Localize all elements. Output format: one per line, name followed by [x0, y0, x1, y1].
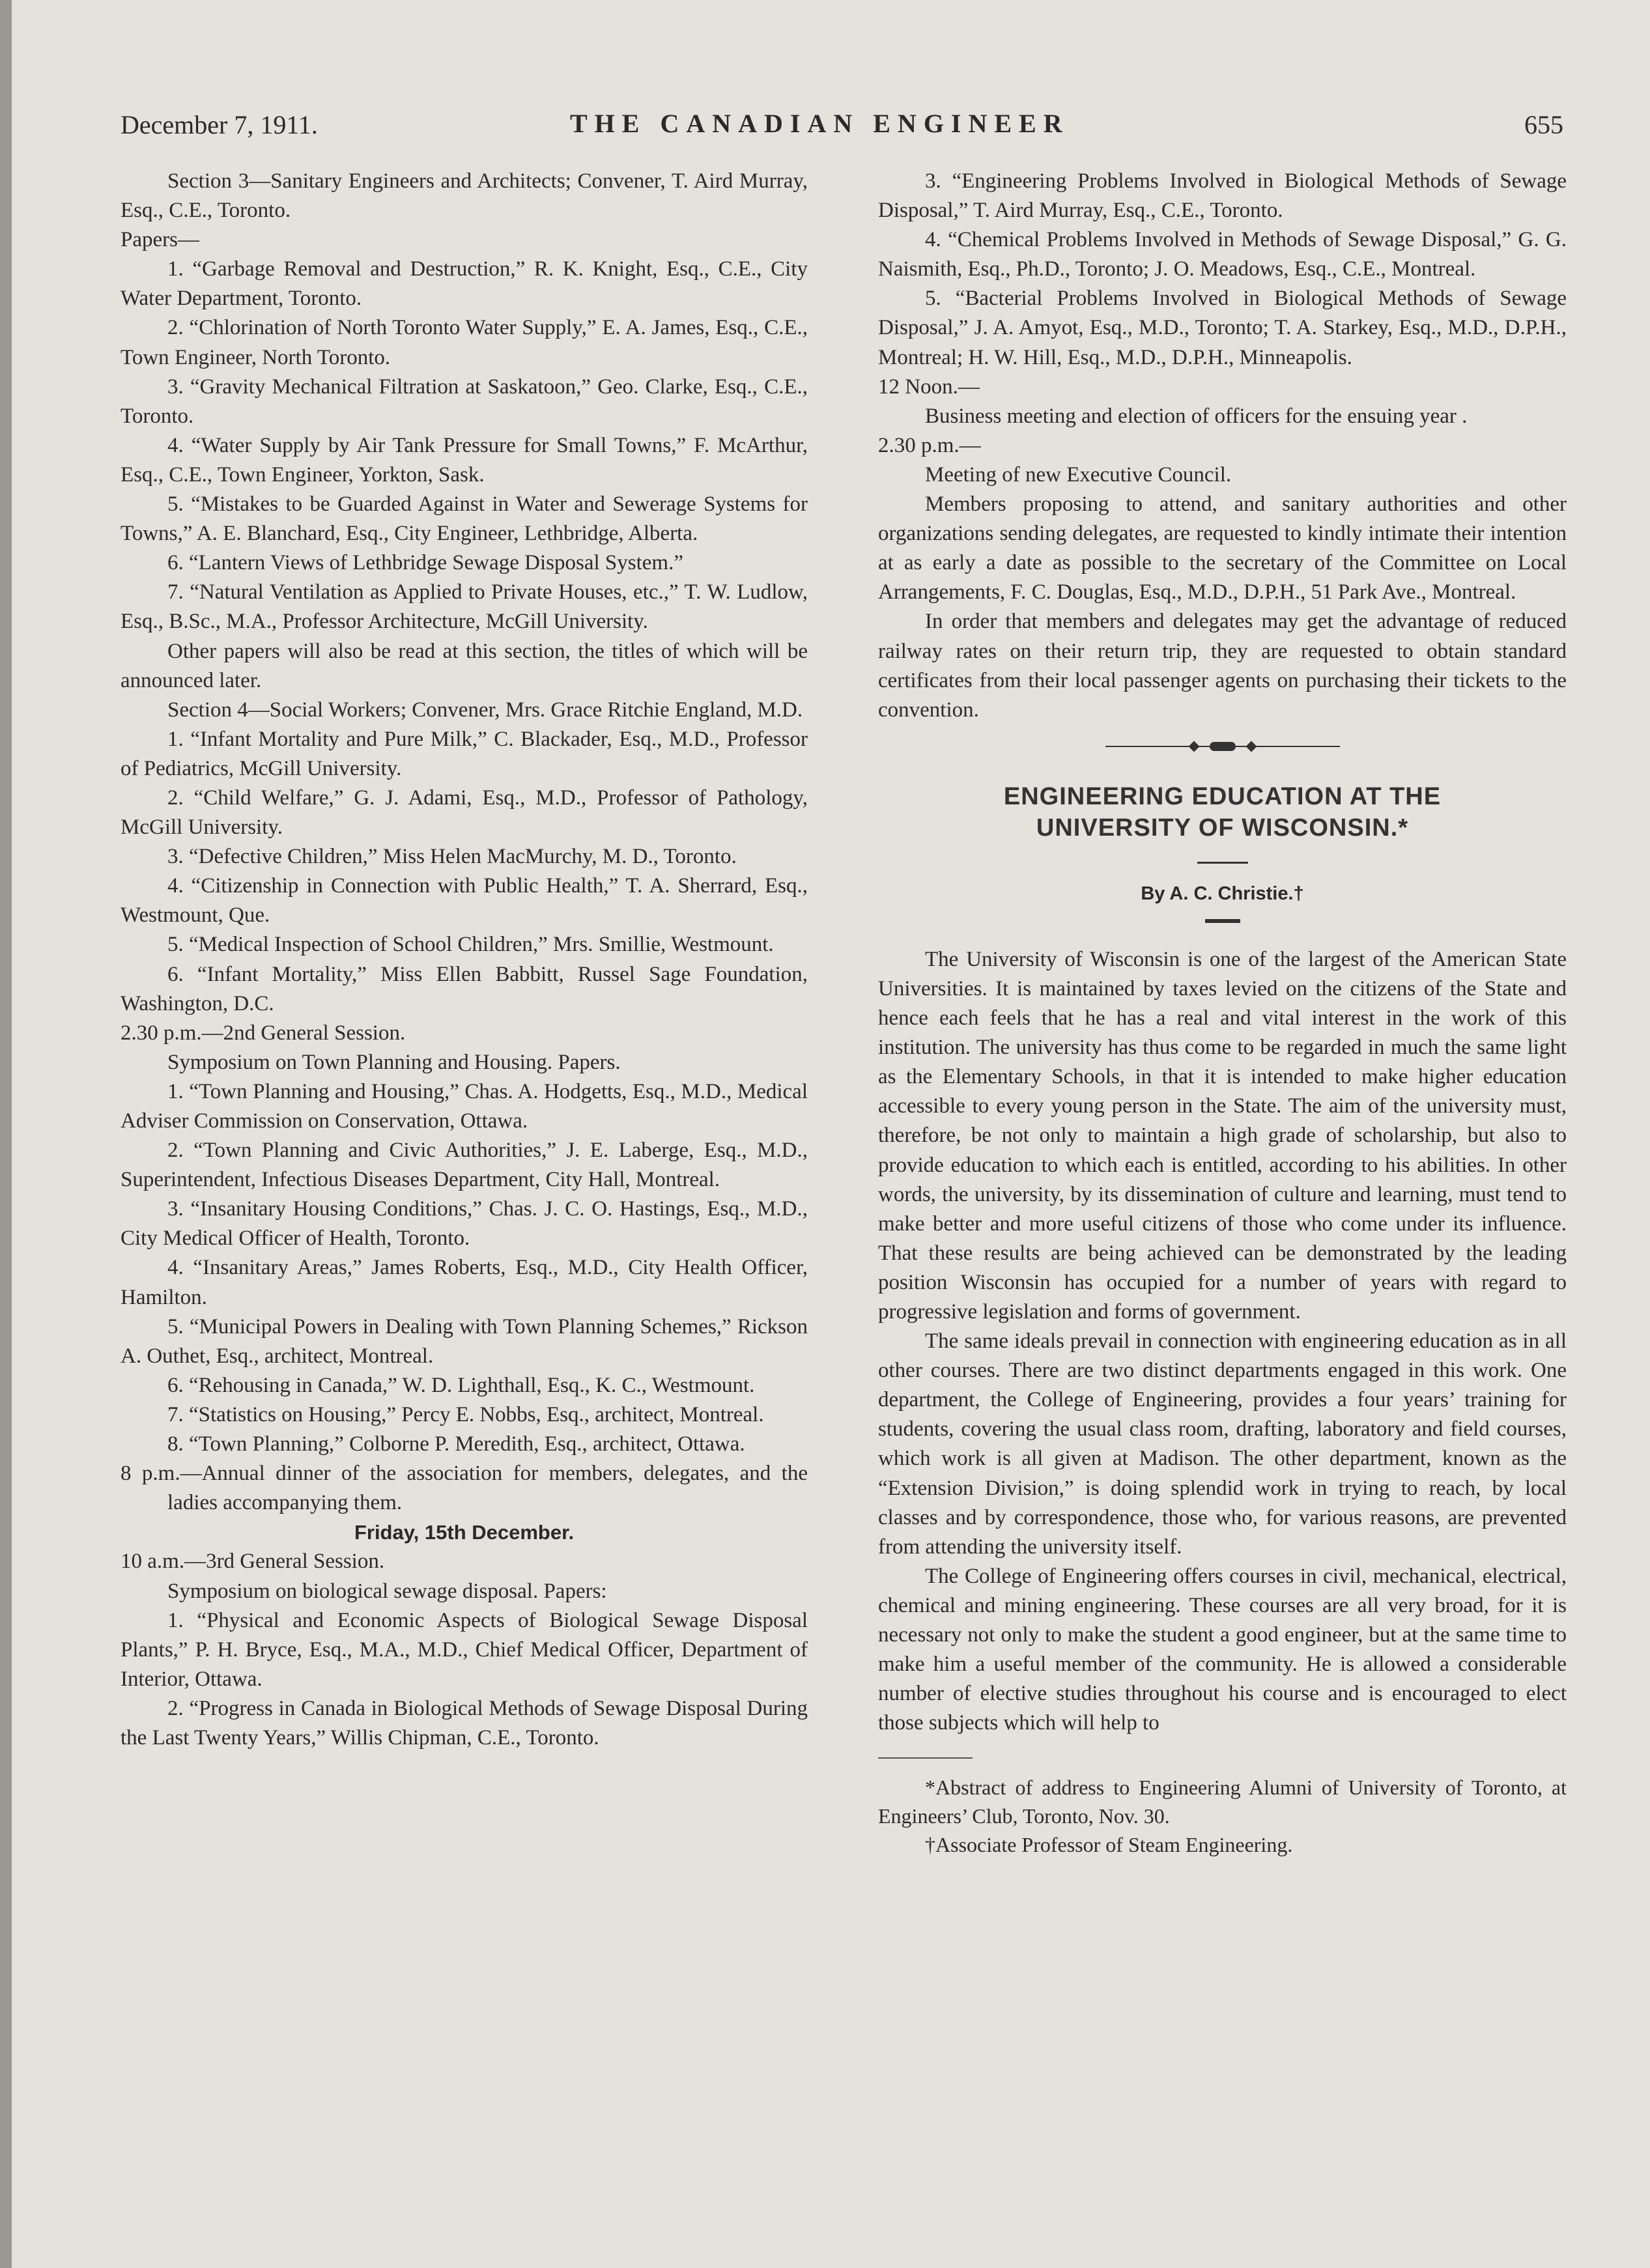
programme-entry: 3. “Defective Children,” Miss Helen MacMurchy, M. D., Toronto. [167, 845, 737, 869]
programme-entry: 3. “Insanitary Housing Conditions,” Chas. J. C. O. Hastings, Esq., M.D., City Medical Officer of Health, Toronto. [121, 1197, 808, 1251]
programme-entry: 5. “Municipal Powers in Dealing with Town Planning Schemes,” Rickson A. Outhet, Esq., architect, Montreal. [121, 1314, 808, 1368]
programme-entry: 1. “Town Planning and Housing,” Chas. A. Hodgetts, Esq., M.D., Medical Adviser Commission on Conservation, Ottawa. [121, 1079, 808, 1133]
programme-entry: Papers— [121, 228, 199, 252]
programme-entry: 2. “Child Welfare,” G. J. Adami, Esq., M.D., Professor of Pathology, McGill University. [121, 786, 808, 840]
article-paragraph: The same ideals prevail in connection with engineering education as in all other courses. There are two distinct departments engaged in this work. One department, the College of Engineering, provides a four years’ training for students, covering the usual class room, drafting, laboratory and field courses, which work is all given at Madison. The other department, known as the “Extension Division,” is doing splendid work in trying to reach, by local classes and by correspondence, those who, for various reasons, are prevented from attending the university itself. [878, 1329, 1567, 1559]
programme-entry: 5. “Mistakes to be Guarded Against in Water and Sewerage Systems for Towns,” A. E. Blanchard, Esq., City Engineer, Lethbridge, Alberta. [121, 492, 808, 546]
programme-entry: Symposium on Town Planning and Housing. Papers. [167, 1050, 621, 1074]
programme-entry: 2.30 p.m.—2nd General Session. [121, 1021, 406, 1045]
programme-entry: 4. “Chemical Problems Involved in Methods of Sewage Disposal,” G. G. Naismith, Esq., Ph.D., Toronto; J. O. Meadows, Esq., C.E., Montreal. [878, 228, 1567, 281]
footnote-abstract: *Abstract of address to Engineering Alumni of University of Toronto, at Engineers’ Club, Toronto, Nov. 30. [878, 1776, 1567, 1828]
article-title-line-1: ENGINEERING EDUCATION AT THE [1003, 782, 1442, 810]
programme-entry: 2. “Town Planning and Civic Authorities,” J. E. Laberge, Esq., M.D., Superintendent, Infectious Diseases Department, City Hall, Montreal. [121, 1139, 808, 1192]
programme-entry: In order that members and delegates may get the advantage of reduced railway rates on their return trip, they are requested to obtain standard certificates from their local passenger agents on purchasing their tickets to the convention. [878, 610, 1567, 722]
right-column [878, 167, 1567, 1859]
programme-entry: 1. “Infant Mortality and Pure Milk,” C. Blackader, Esq., M.D., Professor of Pediatrics, McGill University. [121, 727, 808, 780]
programme-entry: 3. “Gravity Mechanical Filtration at Saskatoon,” Geo. Clarke, Esq., C.E., Toronto. [121, 375, 808, 428]
programme-entry: 8. “Town Planning,” Colborne P. Meredith, Esq., architect, Ottawa. [167, 1432, 745, 1456]
programme-entry: 6. “Rehousing in Canada,” W. D. Lighthall, Esq., K. C., Westmount. [167, 1373, 755, 1397]
article-title-line-2: UNIVERSITY OF WISCONSIN.* [1036, 814, 1409, 842]
programme-entry: 2. “Chlorination of North Toronto Water Supply,” E. A. James, Esq., C.E., Town Engineer, North Toronto. [121, 316, 808, 369]
journal-title: THE CANADIAN ENGINEER [570, 109, 1070, 138]
programme-entry: 8 p.m.—Annual dinner of the association for members, delegates, and the ladies accompanying them. [121, 1462, 808, 1515]
programme-entry: 2. “Progress in Canada in Biological Methods of Sewage Disposal During the Last Twenty Years,” Willis Chipman, C.E., Toronto. [121, 1696, 808, 1750]
programme-entry: Business meeting and election of officers for the ensuing year . [925, 404, 1468, 428]
programme-entry: 6. “Lantern Views of Lethbridge Sewage Disposal System.” [167, 551, 683, 575]
title-rule [1197, 862, 1248, 864]
article-body [878, 945, 1567, 1738]
programme-entry: Section 4—Social Workers; Convener, Mrs. Grace Ritchie England, M.D. [167, 698, 803, 722]
programme-entry: Meeting of new Executive Council. [925, 462, 1232, 487]
page-binding-edge [0, 0, 12, 2268]
page-number: 655 [1524, 110, 1563, 139]
article-paragraph: The University of Wisconsin is one of the largest of the American State Universities. It is maintained by taxes levied on the citizens of the State and hence each feels that he has a real and vital interest in the work of this institution. The university has thus come to be regarded in much the same light as the Elementary Schools, in that it is intended to make higher education accessible to every young person in the State. The aim of the university must, therefore, be not only to maintain a high grade of scholarship, but also to provide education to which each is entitled, according to his abilities. In other words, the university, by its dissemination of culture and learning, must tend to make better and more useful citizens of those who come under its influence. That these results are being achieved can be demonstrated by the leading position Wisconsin has occupied for a number of years with regard to progressive legislation and forms of government. [878, 947, 1567, 1324]
programme-entry: 4. “Water Supply by Air Tank Pressure for Small Towns,” F. McArthur, Esq., C.E., Town Engineer, Yorkton, Sask. [121, 433, 808, 487]
article-title [878, 781, 1567, 843]
programme-entry: 7. “Statistics on Housing,” Percy E. Nobbs, Esq., architect, Montreal. [167, 1402, 764, 1426]
section-separator-ornament [1105, 737, 1340, 756]
programme-entry: 4. “Citizenship in Connection with Public Health,” T. A. Sherrard, Esq., Westmount, Que. [121, 874, 808, 928]
programme-entry: 3. “Engineering Problems Involved in Biological Methods of Sewage Disposal,” T. Aird Murray, Esq., C.E., Toronto. [878, 169, 1567, 223]
programme-entry: Members proposing to attend, and sanitary authorities and other organizations sending delegates, are requested to kindly intimate their intention at as early a date as possible to the secretary of the Committee on Local Arrangements, F. C. Douglas, Esq., M.D., D.P.H., 51 Park Ave., Montreal. [878, 492, 1567, 604]
day-heading: Friday, 15th December. [354, 1521, 575, 1544]
programme-entry: 4. “Insanitary Areas,” James Roberts, Esq., M.D., City Health Officer, Hamilton. [121, 1256, 808, 1309]
programme-entry: 1. “Physical and Economic Aspects of Biological Sewage Disposal Plants,” P. H. Bryce, Esq., M.A., M.D., Chief Medical Officer, Department of Interior, Ottawa. [121, 1608, 808, 1691]
programme-entry: Other papers will also be read at this section, the titles of which will be announced later. [121, 639, 808, 692]
byline-rule [1205, 919, 1240, 923]
page-header [121, 109, 1563, 149]
programme-entry: Section 3—Sanitary Engineers and Architects; Convener, T. Aird Murray, Esq., C.E., Toronto. [121, 169, 808, 223]
header-date: December 7, 1911. [121, 110, 318, 139]
footnote-rule [878, 1757, 973, 1759]
programme-entry: 1. “Garbage Removal and Destruction,” R. K. Knight, Esq., C.E., City Water Department, Toronto. [121, 257, 808, 311]
left-column [121, 167, 808, 1753]
programme-entry: 12 Noon.— [878, 375, 980, 399]
programme-entry: Symposium on biological sewage disposal. Papers: [167, 1579, 607, 1603]
programme-continued [878, 167, 1567, 725]
footnote-author: †Associate Professor of Steam Engineering. [925, 1833, 1293, 1857]
programme-entry: 5. “Bacterial Problems Involved in Biological Methods of Sewage Disposal,” J. A. Amyot, Esq., M.D., Toronto; T. A. Starkey, Esq., M.D., D.P.H., Montreal; H. W. Hill, Esq., M.D., D.P.H., Minneapolis. [878, 287, 1567, 369]
programme-entry: 6. “Infant Mortality,” Miss Ellen Babbitt, Russel Sage Foundation, Washington, D.C. [121, 962, 808, 1015]
programme-entry: 5. “Medical Inspection of School Children,” Mrs. Smillie, Westmount. [167, 933, 774, 957]
programme-entry: 10 a.m.—3rd General Session. [121, 1550, 385, 1574]
programme-entry: 7. “Natural Ventilation as Applied to Private Houses, etc.,” T. W. Ludlow, Esq., B.Sc., M.A., Professor Architecture, McGill University. [121, 580, 808, 634]
programme-entry: 2.30 p.m.— [878, 433, 981, 457]
article-byline: By A. C. Christie.† [1141, 883, 1304, 904]
article-paragraph: The College of Engineering offers courses in civil, mechanical, electrical, chemical and mining engineering. These courses are all very broad, for it is necessary not only to make the student a good engineer, but at the same time to make him a useful member of the community. He is allowed a considerable number of elective studies throughout his course and is encouraged to elect those subjects which will help to [878, 1564, 1567, 1735]
